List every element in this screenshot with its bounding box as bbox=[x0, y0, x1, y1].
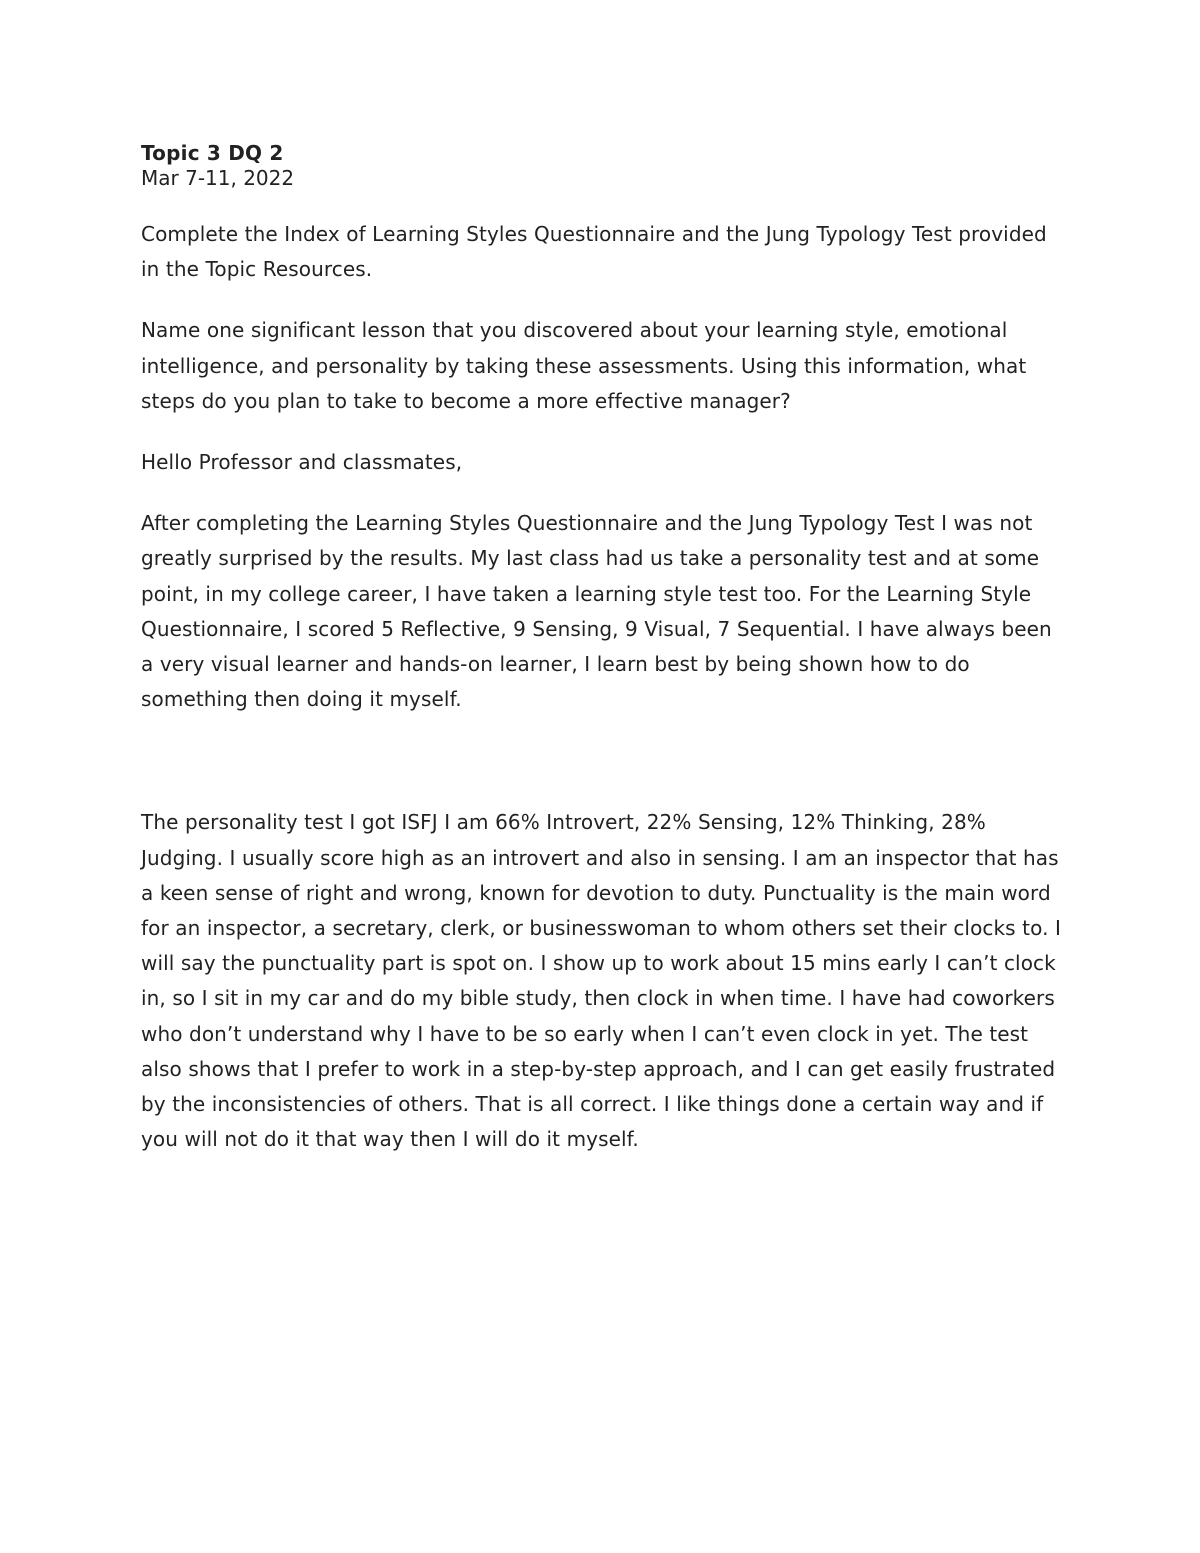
document-date: Mar 7-11, 2022 bbox=[141, 166, 295, 190]
greeting-paragraph: Hello Professor and classmates, bbox=[141, 450, 463, 475]
document-page bbox=[141, 141, 1066, 1183]
body-paragraph-2: The personality test I got ISFJ I am 66% Introvert, 22% Sensing, 12% Thinking, 28% Judging. I usually score high as an introvert and also in sensing. I am an inspector that has a keen sense of right and wrong, known for devotion to duty. Punctuality is the main word for an inspector, a secretary, clerk, or businesswoman to whom others set their clocks to. I will say the punctuality part is spot on. I show up to work about 15 mins early I can’t clock in, so I sit in my car and do my bible study, then clock in when time. I have had coworkers who don’t understand why I have to be so early when I can’t even clock in yet. The test also shows that I prefer to work in a step-by-step approach, and I can get easily frustrated by the inconsistencies of others. That is all correct. I like things done a certain way and if you will not do it that way then I will do it myself. bbox=[141, 810, 1061, 1152]
document-title: Topic 3 DQ 2 bbox=[141, 141, 284, 165]
body-paragraph-1: After completing the Learning Styles Questionnaire and the Jung Typology Test I was not greatly surprised by the results. My last class had us take a personality test and at some point, in my college career, I have taken a learning style test too. For the Learning Style Questionnaire, I scored 5 Reflective, 9 Sensing, 9 Visual, 7 Sequential. I have always been a very visual learner and hands-on learner, I learn best by being shown how to do something then doing it myself. bbox=[141, 511, 1052, 712]
prompt-paragraph-2: Name one significant lesson that you discovered about your learning style, emotional intelligence, and personality by taking these assessments. Using this information, what steps do you plan to take to become a more effective manager? bbox=[141, 318, 1027, 413]
blank-line-gap bbox=[141, 743, 1066, 805]
prompt-paragraph-1: Complete the Index of Learning Styles Questionnaire and the Jung Typology Test provided in the Topic Resources. bbox=[141, 222, 1047, 282]
